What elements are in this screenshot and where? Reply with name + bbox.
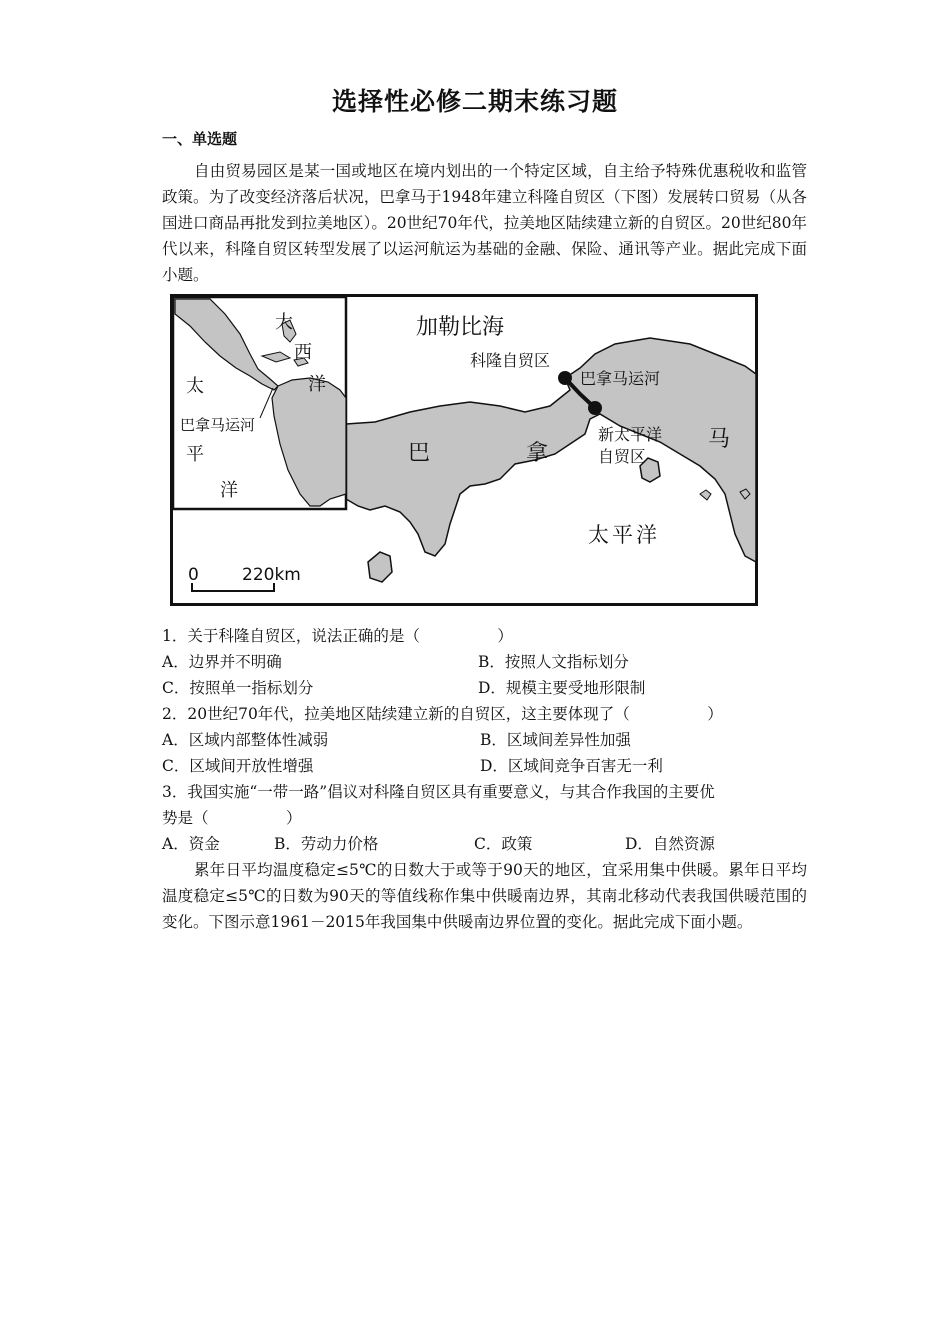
q3-option-a[interactable]: A．资金 (162, 835, 220, 853)
section-heading: 一、单选题 (162, 130, 238, 148)
q2-option-b[interactable]: B．区域间差异性加强 (480, 731, 631, 749)
inset-atlantic-2: 西 (294, 342, 312, 363)
inset-canal-label: 巴拿马运河 (180, 416, 256, 434)
q1-option-c[interactable]: C．按照单一指标划分 (162, 679, 314, 697)
q2-option-a[interactable]: A．区域内部整体性减弱 (162, 731, 329, 749)
question-1-stem: 1．关于科隆自贸区，说法正确的是（ ） (162, 627, 513, 645)
colon-ftz-marker (558, 371, 572, 385)
scale-zero: 0 (188, 565, 199, 585)
label-country-1: 巴 (408, 441, 431, 466)
question-2-stem: 2．20世纪70年代，拉美地区陆续建立新的自贸区，这主要体现了（ ） (162, 705, 723, 723)
inset-atlantic-3: 洋 (308, 374, 326, 395)
q1-option-b[interactable]: B．按照人文指标划分 (478, 653, 629, 671)
inset-pacific-3: 洋 (220, 480, 238, 501)
scale-distance: 220km (242, 565, 301, 585)
question-3-stem-line1: 3．我国实施“一带一路”倡议对科隆自贸区具有重要意义，与其合作我国的主要优 (162, 783, 715, 801)
label-country-3: 马 (708, 427, 731, 452)
q3-option-d[interactable]: D．自然资源 (625, 835, 715, 853)
q2-option-d[interactable]: D．区域间竞争百害无一利 (480, 757, 663, 775)
label-new-pacific-1: 新太平洋 (598, 425, 663, 444)
inset-pacific-1: 太 (186, 376, 204, 397)
inset-atlantic-1: 大 (275, 312, 293, 333)
label-caribbean: 加勒比海 (416, 315, 505, 340)
q1-option-a[interactable]: A．边界并不明确 (162, 653, 282, 671)
question-3-stem-line2: 势是（ ） (162, 809, 302, 827)
label-country-2: 拿 (526, 441, 549, 466)
q3-option-c[interactable]: C．政策 (474, 835, 533, 853)
label-new-pacific-2: 自贸区 (598, 447, 647, 466)
q1-option-d[interactable]: D．规模主要受地形限制 (478, 679, 646, 697)
new-pacific-ftz-marker (588, 401, 602, 415)
passage-2 (162, 857, 807, 935)
page-title: 选择性必修二期末练习题 (331, 87, 618, 116)
passage-2-text: 累年日平均温度稳定≤5℃的日数大于或等于90天的地区，宜采用集中供暖。累年日平均温度稳定≤5℃的日数为90天的等值线称作集中供暖南边界，其南北移动代表我国供暖范围的变化。下图示意1961－2015年我国集中供暖南边界位置的变化。据此完成下面小题。 (162, 861, 807, 931)
inset-pacific-2: 平 (186, 444, 204, 465)
q2-option-c[interactable]: C．区域间开放性增强 (162, 757, 314, 775)
panama-map (170, 294, 758, 606)
q3-option-b[interactable]: B．劳动力价格 (274, 835, 379, 853)
label-canal: 巴拿马运河 (580, 369, 661, 388)
label-pacific: 太平洋 (588, 523, 660, 547)
passage-1-text: 自由贸易园区是某一国或地区在境内划出的一个特定区域，自主给予特殊优惠税收和监管政策。为了改变经济落后状况，巴拿马于1948年建立科隆自贸区（下图）发展转口贸易（从各国进口商品再批发到拉美地区）。20世纪70年代，拉美地区陆续建立新的自贸区。20世纪80年代以来，科隆自贸区转型发展了以运河航运为基础的金融、保险、通讯等产业。据此完成下面小题。 (162, 162, 807, 284)
passage-1 (162, 158, 807, 288)
label-colon-ftz: 科隆自贸区 (470, 351, 551, 370)
